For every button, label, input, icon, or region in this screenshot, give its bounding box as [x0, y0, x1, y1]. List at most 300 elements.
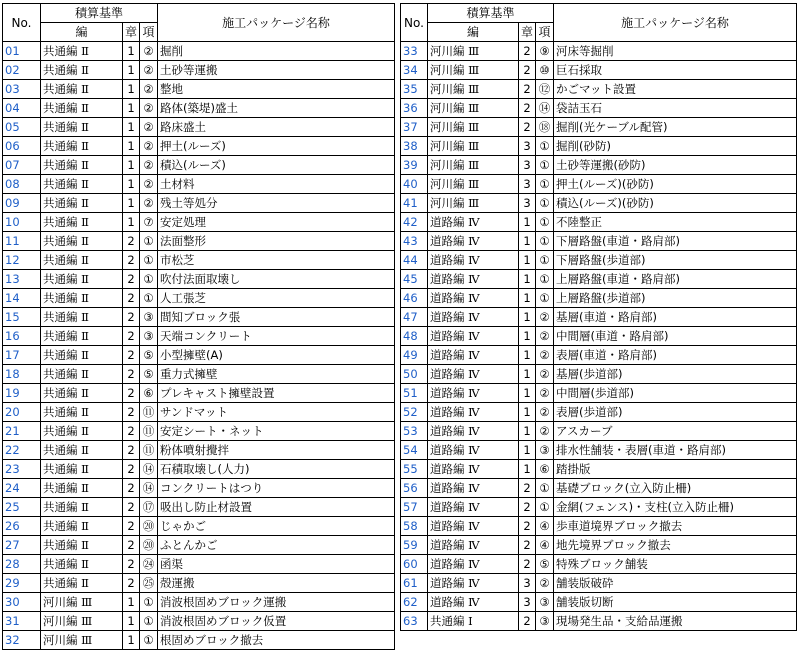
cell-no: 39 [401, 156, 428, 175]
hen-roman-numeral: Ⅲ [81, 595, 93, 609]
cell-no: 12 [3, 251, 41, 270]
cell-sho: 1 [519, 365, 536, 384]
cell-hen [428, 384, 519, 403]
hen-label: 道路編 [430, 215, 465, 229]
hen-roman-numeral: Ⅳ [468, 424, 480, 438]
table-row [401, 156, 797, 175]
cell-hen [41, 175, 123, 194]
hen-roman-numeral: Ⅱ [81, 177, 89, 191]
hen-label: 共通編 [43, 158, 78, 172]
hen-label: 道路編 [430, 253, 465, 267]
table-row [3, 118, 395, 137]
cell-ko: ② [536, 327, 554, 346]
cell-package-name: 中間層(車道・路肩部) [554, 327, 797, 346]
cell-no: 35 [401, 80, 428, 99]
cell-ko: ① [140, 232, 158, 251]
header-package-name: 施工パッケージ名称 [158, 4, 395, 42]
hen-roman-numeral: Ⅳ [468, 462, 480, 476]
cell-hen [428, 365, 519, 384]
hen-label: 共通編 [43, 500, 78, 514]
cell-ko: ⑩ [536, 61, 554, 80]
cell-package-name: 現場発生品・支給品運搬 [554, 612, 797, 631]
table-row [3, 156, 395, 175]
hen-label: 道路編 [430, 519, 465, 533]
hen-label: 共通編 [43, 557, 78, 571]
cell-hen [41, 118, 123, 137]
cell-sho: 2 [123, 232, 140, 251]
cell-ko: ② [140, 175, 158, 194]
cell-hen [41, 61, 123, 80]
table-row [401, 213, 797, 232]
cell-ko: ⑥ [140, 384, 158, 403]
cell-no: 60 [401, 555, 428, 574]
cell-sho: 2 [123, 251, 140, 270]
cell-package-name: 安定処理 [158, 213, 395, 232]
header-kijun: 積算基準 [41, 4, 158, 23]
cell-no: 50 [401, 365, 428, 384]
cell-ko: ① [536, 270, 554, 289]
cell-hen [428, 194, 519, 213]
table-row [401, 289, 797, 308]
cell-hen [41, 156, 123, 175]
cell-package-name: 積込(ルーズ)(砂防) [554, 194, 797, 213]
cell-package-name: 積込(ルーズ) [158, 156, 395, 175]
cell-ko: ① [140, 251, 158, 270]
header-hen: 編 [428, 23, 519, 42]
table-row [401, 308, 797, 327]
hen-roman-numeral: Ⅳ [468, 500, 480, 514]
cell-no: 18 [3, 365, 41, 384]
table-row [3, 460, 395, 479]
cell-hen [41, 517, 123, 536]
hen-label: 道路編 [430, 329, 465, 343]
header-hen: 編 [41, 23, 123, 42]
hen-roman-numeral: Ⅱ [81, 63, 89, 77]
hen-roman-numeral: Ⅳ [468, 481, 480, 495]
cell-no: 07 [3, 156, 41, 175]
cell-hen [428, 346, 519, 365]
cell-no: 25 [3, 498, 41, 517]
cell-sho: 2 [123, 555, 140, 574]
hen-label: 道路編 [430, 595, 465, 609]
cell-no: 63 [401, 612, 428, 631]
table-row [401, 270, 797, 289]
cell-no: 59 [401, 536, 428, 555]
hen-roman-numeral: Ⅲ [468, 101, 480, 115]
hen-roman-numeral: Ⅱ [81, 82, 89, 96]
hen-label: 共通編 [43, 424, 78, 438]
cell-package-name: 踏掛版 [554, 460, 797, 479]
hen-label: 河川編 [430, 196, 465, 210]
cell-ko: ④ [536, 517, 554, 536]
cell-no: 58 [401, 517, 428, 536]
cell-sho: 2 [519, 61, 536, 80]
cell-no: 11 [3, 232, 41, 251]
cell-sho: 2 [123, 270, 140, 289]
table-row [401, 175, 797, 194]
cell-package-name: 間知ブロック張 [158, 308, 395, 327]
cell-ko: ⑤ [536, 555, 554, 574]
cell-hen [41, 270, 123, 289]
cell-ko: ⑪ [140, 422, 158, 441]
hen-label: 共通編 [43, 462, 78, 476]
hen-roman-numeral: Ⅳ [468, 253, 480, 267]
cell-package-name: 整地 [158, 80, 395, 99]
table-row [3, 517, 395, 536]
cell-ko: ④ [536, 536, 554, 555]
cell-no: 48 [401, 327, 428, 346]
cell-package-name: 河床等掘削 [554, 42, 797, 61]
cell-hen [428, 460, 519, 479]
cell-hen [41, 137, 123, 156]
cell-no: 31 [3, 612, 41, 631]
cell-ko: ⑳ [140, 517, 158, 536]
hen-label: 共通編 [43, 82, 78, 96]
hen-label: 共通編 [43, 348, 78, 362]
cell-package-name: じゃかご [158, 517, 395, 536]
cell-sho: 2 [519, 99, 536, 118]
cell-hen [41, 365, 123, 384]
hen-roman-numeral: Ⅳ [468, 557, 480, 571]
cell-ko: ① [536, 175, 554, 194]
table-row [401, 384, 797, 403]
table-row [3, 80, 395, 99]
cell-sho: 1 [123, 631, 140, 650]
table-row [3, 137, 395, 156]
cell-sho: 1 [519, 308, 536, 327]
cell-ko: ① [536, 213, 554, 232]
hen-roman-numeral: Ⅲ [468, 139, 480, 153]
cell-hen [428, 232, 519, 251]
cell-no: 46 [401, 289, 428, 308]
cell-sho: 1 [123, 593, 140, 612]
cell-package-name: 中間層(歩道部) [554, 384, 797, 403]
cell-sho: 2 [123, 289, 140, 308]
cell-sho: 2 [519, 80, 536, 99]
cell-ko: ⑰ [140, 498, 158, 517]
cell-no: 36 [401, 99, 428, 118]
cell-package-name: 路体(築堤)盛土 [158, 99, 395, 118]
cell-package-name: 路床盛土 [158, 118, 395, 137]
cell-hen [41, 403, 123, 422]
cell-hen [428, 422, 519, 441]
table-row [3, 536, 395, 555]
hen-label: 共通編 [43, 329, 78, 343]
hen-label: 共通編 [43, 139, 78, 153]
cell-sho: 3 [519, 156, 536, 175]
cell-sho: 1 [519, 384, 536, 403]
hen-label: 道路編 [430, 443, 465, 457]
cell-ko: ① [140, 270, 158, 289]
cell-no: 34 [401, 61, 428, 80]
cell-package-name: 押土(ルーズ)(砂防) [554, 175, 797, 194]
cell-no: 49 [401, 346, 428, 365]
cell-no: 56 [401, 479, 428, 498]
cell-hen [41, 479, 123, 498]
hen-roman-numeral: Ⅱ [81, 329, 89, 343]
cell-no: 15 [3, 308, 41, 327]
table-row [401, 460, 797, 479]
table-row [401, 574, 797, 593]
table-row [3, 403, 395, 422]
hen-label: 道路編 [430, 386, 465, 400]
cell-no: 05 [3, 118, 41, 137]
cell-package-name: アスカーブ [554, 422, 797, 441]
cell-hen [41, 498, 123, 517]
hen-roman-numeral: Ⅳ [468, 386, 480, 400]
hen-label: 道路編 [430, 348, 465, 362]
cell-ko: ⑪ [140, 403, 158, 422]
cell-no: 40 [401, 175, 428, 194]
cell-package-name: 掘削 [158, 42, 395, 61]
hen-roman-numeral: Ⅱ [81, 120, 89, 134]
cell-no: 22 [3, 441, 41, 460]
cell-hen [41, 289, 123, 308]
cell-sho: 2 [519, 42, 536, 61]
cell-ko: ⑭ [140, 479, 158, 498]
hen-roman-numeral: Ⅳ [468, 595, 480, 609]
cell-sho: 1 [123, 80, 140, 99]
cell-ko: ② [536, 574, 554, 593]
header-kijun: 積算基準 [428, 4, 554, 23]
hen-roman-numeral: Ⅱ [81, 253, 89, 267]
left-table [2, 3, 395, 650]
cell-sho: 2 [123, 536, 140, 555]
cell-sho: 1 [519, 213, 536, 232]
cell-no: 61 [401, 574, 428, 593]
hen-label: 河川編 [430, 158, 465, 172]
cell-ko: ⑦ [140, 213, 158, 232]
hen-label: 河川編 [43, 633, 78, 647]
hen-roman-numeral: Ⅳ [468, 272, 480, 286]
hen-label: 河川編 [430, 44, 465, 58]
right-table-body [401, 42, 797, 631]
hen-label: 共通編 [43, 386, 78, 400]
hen-label: 共通編 [43, 44, 78, 58]
table-row [3, 593, 395, 612]
table-row [3, 270, 395, 289]
header-sho: 章 [123, 23, 140, 42]
cell-package-name: 地先境界ブロック撤去 [554, 536, 797, 555]
hen-roman-numeral: Ⅱ [81, 576, 89, 590]
cell-hen [41, 327, 123, 346]
cell-package-name: 安定シート・ネット [158, 422, 395, 441]
table-row [401, 555, 797, 574]
cell-package-name: 掘削(砂防) [554, 137, 797, 156]
cell-package-name: 上層路盤(歩道部) [554, 289, 797, 308]
cell-no: 62 [401, 593, 428, 612]
cell-hen [428, 137, 519, 156]
cell-hen [428, 156, 519, 175]
cell-sho: 1 [123, 118, 140, 137]
cell-sho: 3 [519, 194, 536, 213]
hen-roman-numeral: Ⅳ [468, 329, 480, 343]
cell-ko: ① [536, 156, 554, 175]
cell-package-name: 市松芝 [158, 251, 395, 270]
cell-sho: 2 [519, 612, 536, 631]
cell-package-name: 小型擁壁(A) [158, 346, 395, 365]
cell-sho: 1 [519, 460, 536, 479]
cell-no: 24 [3, 479, 41, 498]
cell-ko: ① [140, 612, 158, 631]
hen-label: 道路編 [430, 538, 465, 552]
cell-package-name: サンドマット [158, 403, 395, 422]
cell-ko: ㉕ [140, 574, 158, 593]
table-row [3, 194, 395, 213]
table-row [3, 327, 395, 346]
hen-roman-numeral: Ⅳ [468, 443, 480, 457]
hen-roman-numeral: Ⅱ [81, 310, 89, 324]
cell-sho: 1 [123, 612, 140, 631]
cell-hen [41, 555, 123, 574]
cell-sho: 1 [123, 42, 140, 61]
cell-hen [428, 61, 519, 80]
cell-sho: 1 [519, 403, 536, 422]
cell-sho: 1 [123, 137, 140, 156]
cell-sho: 2 [123, 498, 140, 517]
right-table [400, 3, 797, 631]
cell-package-name: 排水性舗装・表層(車道・路肩部) [554, 441, 797, 460]
hen-roman-numeral: Ⅱ [81, 348, 89, 362]
cell-no: 20 [3, 403, 41, 422]
cell-package-name: 消波根固めブロック運搬 [158, 593, 395, 612]
hen-roman-numeral: Ⅲ [81, 633, 93, 647]
cell-hen [428, 327, 519, 346]
cell-hen [41, 213, 123, 232]
cell-package-name: 下層路盤(歩道部) [554, 251, 797, 270]
hen-label: 共通編 [430, 614, 465, 628]
hen-label: 河川編 [43, 595, 78, 609]
cell-package-name: 歩車道境界ブロック撤去 [554, 517, 797, 536]
cell-ko: ③ [536, 612, 554, 631]
cell-ko: ① [536, 232, 554, 251]
cell-package-name: プレキャスト擁壁設置 [158, 384, 395, 403]
cell-hen [41, 99, 123, 118]
hen-roman-numeral: Ⅱ [81, 44, 89, 58]
table-row [3, 441, 395, 460]
cell-hen [428, 118, 519, 137]
hen-roman-numeral: Ⅳ [468, 519, 480, 533]
table-row [401, 422, 797, 441]
hen-roman-numeral: Ⅲ [468, 63, 480, 77]
cell-ko: ② [536, 365, 554, 384]
cell-hen [41, 42, 123, 61]
table-row [3, 612, 395, 631]
table-row [3, 574, 395, 593]
table-row [401, 612, 797, 631]
cell-hen [428, 498, 519, 517]
cell-package-name: 表層(車道・路肩部) [554, 346, 797, 365]
cell-hen [41, 612, 123, 631]
cell-no: 41 [401, 194, 428, 213]
hen-roman-numeral: Ⅱ [81, 519, 89, 533]
cell-package-name: 舗装版切断 [554, 593, 797, 612]
table-row [3, 346, 395, 365]
hen-roman-numeral: Ⅲ [468, 82, 480, 96]
hen-roman-numeral: Ⅳ [468, 538, 480, 552]
cell-package-name: 重力式擁壁 [158, 365, 395, 384]
table-row [401, 118, 797, 137]
cell-ko: ① [140, 593, 158, 612]
table-row [3, 365, 395, 384]
table-row [401, 365, 797, 384]
cell-hen [428, 593, 519, 612]
cell-sho: 1 [519, 441, 536, 460]
hen-roman-numeral: Ⅲ [468, 120, 480, 134]
cell-ko: ③ [536, 441, 554, 460]
cell-no: 02 [3, 61, 41, 80]
hen-label: 道路編 [430, 310, 465, 324]
hen-roman-numeral: Ⅲ [468, 158, 480, 172]
header-package-name: 施工パッケージ名称 [554, 4, 797, 42]
cell-sho: 3 [519, 593, 536, 612]
cell-ko: ⑳ [140, 536, 158, 555]
cell-sho: 2 [519, 536, 536, 555]
cell-ko: ② [140, 156, 158, 175]
cell-package-name: 根固めブロック撤去 [158, 631, 395, 650]
cell-sho: 1 [519, 346, 536, 365]
hen-label: 河川編 [430, 63, 465, 77]
cell-no: 10 [3, 213, 41, 232]
hen-label: 共通編 [43, 215, 78, 229]
cell-package-name: 残土等処分 [158, 194, 395, 213]
cell-no: 01 [3, 42, 41, 61]
cell-package-name: 上層路盤(車道・路肩部) [554, 270, 797, 289]
cell-no: 13 [3, 270, 41, 289]
hen-label: 道路編 [430, 500, 465, 514]
cell-hen [41, 631, 123, 650]
hen-label: 共通編 [43, 576, 78, 590]
header-ko: 項 [536, 23, 554, 42]
hen-roman-numeral: Ⅱ [81, 538, 89, 552]
hen-label: 共通編 [43, 538, 78, 552]
hen-roman-numeral: Ⅱ [81, 367, 89, 381]
table-row [3, 61, 395, 80]
cell-ko: ② [536, 422, 554, 441]
cell-hen [41, 460, 123, 479]
cell-hen [41, 441, 123, 460]
cell-sho: 2 [123, 327, 140, 346]
hen-roman-numeral: Ⅳ [468, 215, 480, 229]
table-row [3, 232, 395, 251]
hen-label: 共通編 [43, 196, 78, 210]
hen-label: 共通編 [43, 291, 78, 305]
hen-label: 共通編 [43, 120, 78, 134]
hen-label: 共通編 [43, 63, 78, 77]
cell-no: 30 [3, 593, 41, 612]
header-ko: 項 [140, 23, 158, 42]
hen-label: 共通編 [43, 367, 78, 381]
hen-roman-numeral: Ⅱ [81, 557, 89, 571]
cell-ko: ① [536, 194, 554, 213]
cell-hen [428, 42, 519, 61]
cell-no: 53 [401, 422, 428, 441]
cell-no: 19 [3, 384, 41, 403]
cell-hen [41, 80, 123, 99]
table-row [3, 308, 395, 327]
hen-label: 共通編 [43, 519, 78, 533]
cell-ko: ⑤ [140, 346, 158, 365]
table-row [401, 137, 797, 156]
cell-ko: ② [140, 61, 158, 80]
cell-ko: ① [536, 251, 554, 270]
cell-ko: ② [140, 137, 158, 156]
cell-ko: ② [140, 42, 158, 61]
cell-hen [428, 80, 519, 99]
cell-package-name: 土材料 [158, 175, 395, 194]
cell-sho: 2 [519, 555, 536, 574]
hen-label: 共通編 [43, 253, 78, 267]
